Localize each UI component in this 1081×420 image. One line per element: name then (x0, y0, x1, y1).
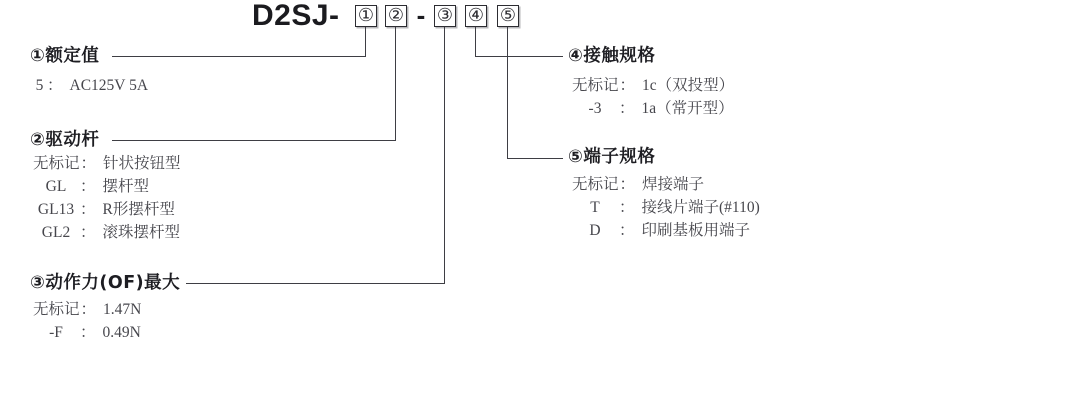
colon-separator: ： (80, 201, 96, 218)
callout-line-rating-horizontal (112, 56, 366, 57)
option-row (33, 321, 141, 344)
option-desc: 0.49N (102, 324, 141, 341)
callout-line-contact-vertical (475, 27, 476, 57)
option-list-contact (572, 74, 734, 120)
callout-line-rating-vertical (365, 27, 366, 57)
option-row (33, 198, 181, 221)
circled-digit-4: ④ (467, 5, 485, 26)
circled-digit-5: ⑤ (499, 5, 517, 26)
option-desc: 焊接端子 (642, 176, 705, 193)
option-code: GL13 (37, 201, 75, 218)
colon-separator: ： (619, 100, 635, 117)
section-heading-rating: ①额定值 (30, 46, 100, 66)
colon-separator: ： (619, 77, 636, 94)
option-code: -3 (588, 100, 602, 117)
colon-separator: ： (80, 301, 97, 318)
circled-digit-2: ② (387, 5, 405, 26)
option-code: GL2 (41, 224, 71, 241)
option-row (33, 298, 141, 321)
option-desc: 摆杆型 (102, 178, 150, 195)
section-heading-contact: ④接触规格 (568, 46, 656, 66)
option-desc: 1a（常开型） (641, 100, 734, 117)
digit-box-2 (385, 5, 407, 27)
colon-separator: ： (619, 199, 635, 216)
option-code: 5 (35, 77, 44, 94)
option-desc: 1c（双投型） (642, 77, 735, 94)
digit-box-5 (497, 5, 519, 27)
option-desc: R形摆杆型 (102, 201, 175, 218)
option-desc: 滚珠摆杆型 (102, 224, 181, 241)
section-heading-terminal: ⑤端子规格 (568, 147, 656, 167)
option-row (33, 175, 181, 198)
callout-line-force-vertical (444, 27, 445, 284)
option-list-rating (33, 74, 148, 97)
option-row (33, 74, 148, 97)
option-desc: AC125V 5A (69, 77, 149, 94)
option-list-actuator (33, 152, 181, 244)
option-code: 无标记 (572, 77, 619, 94)
option-list-force (33, 298, 141, 344)
option-code: T (590, 199, 600, 216)
colon-separator: ： (619, 176, 636, 193)
option-row (33, 152, 181, 175)
option-list-terminal (572, 173, 760, 242)
colon-separator: ： (80, 155, 97, 172)
callout-line-terminal-vertical (507, 27, 508, 159)
option-row (572, 173, 760, 196)
option-code: -F (49, 324, 63, 341)
option-code: GL (45, 178, 67, 195)
option-desc: 印刷基板用端子 (641, 222, 751, 239)
digit-box-4 (465, 5, 487, 27)
option-row (572, 219, 760, 242)
option-code: 无标记 (572, 176, 619, 193)
option-desc: 1.47N (103, 301, 142, 318)
option-row (572, 196, 760, 219)
digit-box-1 (355, 5, 377, 27)
colon-separator: ： (47, 77, 63, 94)
circled-digit-1: ① (357, 5, 375, 26)
option-desc: 接线片端子(#110) (641, 199, 760, 216)
option-code: D (589, 222, 601, 239)
callout-line-terminal-horizontal (507, 158, 563, 159)
option-desc: 针状按钮型 (103, 155, 181, 172)
colon-separator: ： (619, 222, 635, 239)
callout-line-actuator-horizontal (112, 140, 396, 141)
callout-line-contact-horizontal (475, 56, 563, 57)
section-heading-actuator: ②驱动杆 (30, 130, 100, 150)
circled-digit-3: ③ (436, 5, 454, 26)
callout-line-force-horizontal (186, 283, 445, 284)
digit-box-3 (434, 5, 456, 27)
option-row (572, 97, 734, 120)
model-prefix: D2SJ- (252, 0, 340, 32)
colon-separator: ： (80, 178, 96, 195)
model-dash-separator: - (416, 0, 426, 30)
option-code: 无标记 (33, 301, 80, 318)
colon-separator: ： (80, 224, 96, 241)
callout-line-actuator-vertical (395, 27, 396, 141)
option-row (572, 74, 734, 97)
colon-separator: ： (80, 324, 96, 341)
option-row (33, 221, 181, 244)
option-code: 无标记 (33, 155, 80, 172)
section-heading-force: ③动作力(OF)最大 (30, 273, 181, 293)
